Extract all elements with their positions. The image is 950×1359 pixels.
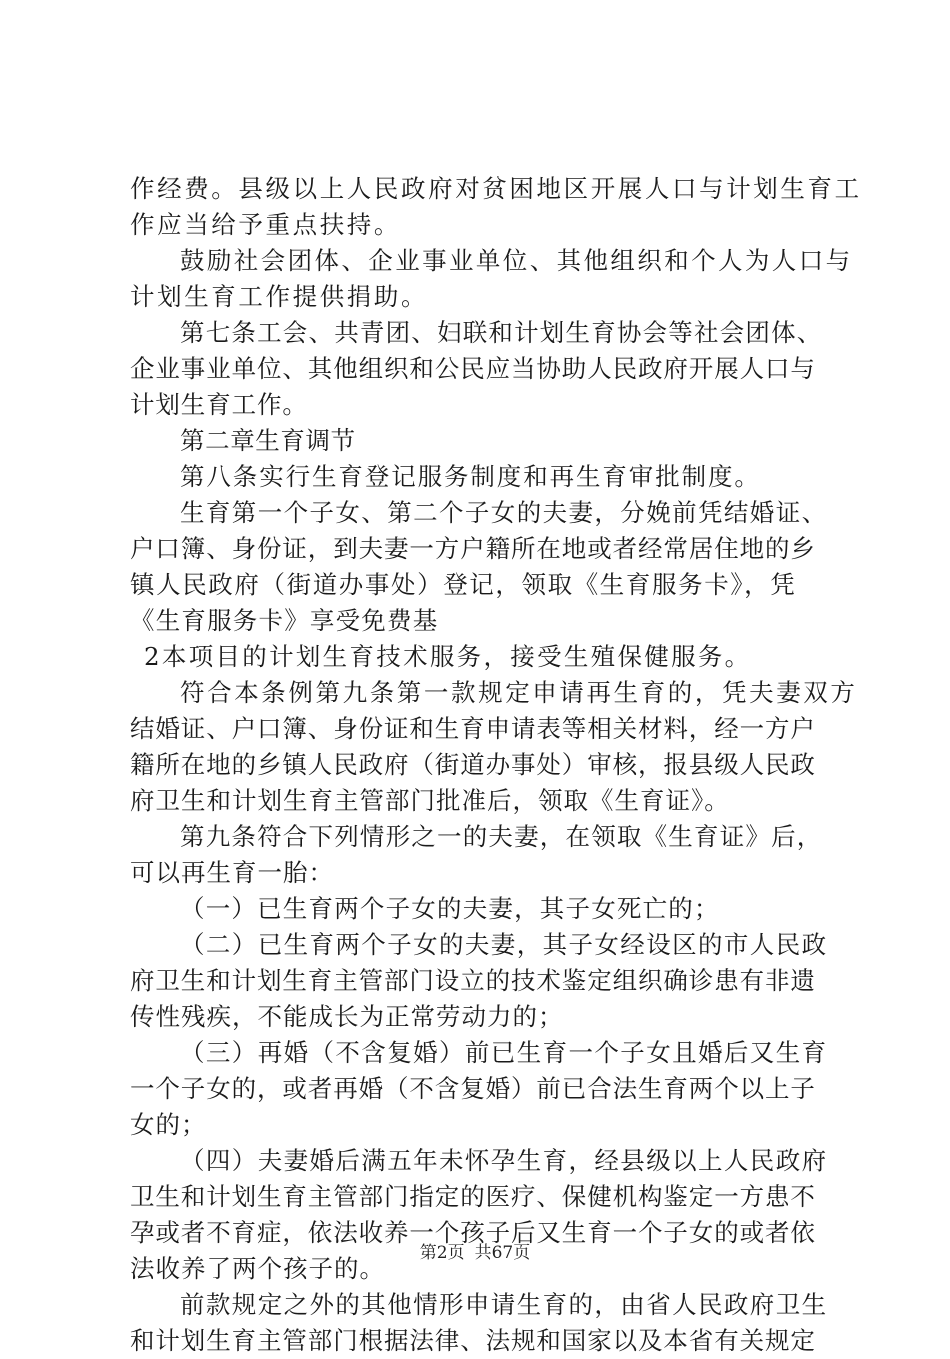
text-line: 《生育服务卡》享受免费基 — [130, 606, 439, 635]
text-line: 作应当给予重点扶持。 — [130, 210, 401, 239]
text-line: 孕或者不育症，依法收养一个孩子后又生育一个子女的或者依 — [130, 1218, 816, 1247]
text-line: 第八条实行生育登记服务制度和再生育审批制度。 — [180, 462, 761, 491]
text-line: 结婚证、户口簿、身份证和生育申请表等相关材料，经一方户 — [130, 714, 816, 743]
text-line: 可以再生育一胎： — [130, 858, 334, 887]
text-line: 女的； — [130, 1110, 207, 1139]
page-number: 第2页 — [419, 1243, 465, 1263]
text-line: 生育第一个子女、第二个子女的夫妻，分娩前凭结婚证、 — [180, 498, 828, 527]
page-footer — [0, 1242, 950, 1264]
text-line: 计划生育工作提供捐助。 — [130, 282, 429, 311]
text-line: 户口簿、身份证，到夫妻一方户籍所在地或者经常居住地的乡 — [130, 534, 816, 563]
text-line: 卫生和计划生育主管部门指定的医疗、保健机构鉴定一方患不 — [130, 1182, 816, 1211]
text-line: 计划生育工作。 — [130, 390, 308, 419]
list-item: （四）夫妻婚后满五年未怀孕生育，经县级以上人民政府 — [180, 1146, 828, 1175]
list-item: （二）已生育两个子女的夫妻，其子女经设区的市人民政 — [180, 930, 828, 959]
text-line: 企业事业单位、其他组织和公民应当协助人民政府开展人口与 — [130, 354, 816, 383]
text-line: 籍所在地的乡镇人民政府（街道办事处）审核，报县级人民政 — [130, 750, 816, 779]
text-line: 府卫生和计划生育主管部门批准后，领取《生育证》。 — [130, 786, 730, 815]
text-line: 第七条工会、共青团、妇联和计划生育协会等社会团体、 — [180, 318, 823, 347]
text-line: 2本项目的计划生育技术服务，接受生殖保健服务。 — [144, 642, 752, 671]
text-line: 和计划生育主管部门根据法律、法规和国家以及本省有关规定 — [130, 1326, 816, 1355]
section-heading: 第二章生育调节 — [180, 426, 356, 455]
text-line: 第九条符合下列情形之一的夫妻，在领取《生育证》后， — [180, 822, 823, 851]
list-item: （一）已生育两个子女的夫妻，其子女死亡的； — [180, 894, 720, 923]
text-line: 鼓励社会团体、企业事业单位、其他组织和个人为人口与 — [180, 246, 853, 275]
total-pages: 共67页 — [474, 1243, 531, 1263]
text-line: 法收养了两个孩子的。 — [130, 1254, 385, 1283]
text-line: 一个子女的，或者再婚（不含复婚）前已合法生育两个以上子 — [130, 1074, 816, 1103]
text-line: 镇人民政府（街道办事处）登记，领取《生育服务卡》，凭 — [130, 570, 797, 599]
text-line: 符合本条例第九条第一款规定申请再生育的，凭夫妻双方 — [180, 678, 858, 707]
text-line: 府卫生和计划生育主管部门设立的技术鉴定组织确诊患有非遗 — [130, 966, 816, 995]
text-line: 传性残疾，不能成长为正常劳动力的； — [130, 1002, 564, 1031]
list-item: （三）再婚（不含复婚）前已生育一个子女且婚后又生育 — [180, 1038, 828, 1067]
text-line: 前款规定之外的其他情形申请生育的，由省人民政府卫生 — [180, 1290, 828, 1319]
text-line: 作经费。县级以上人民政府对贫困地区开展人口与计划生育工 — [130, 174, 862, 203]
